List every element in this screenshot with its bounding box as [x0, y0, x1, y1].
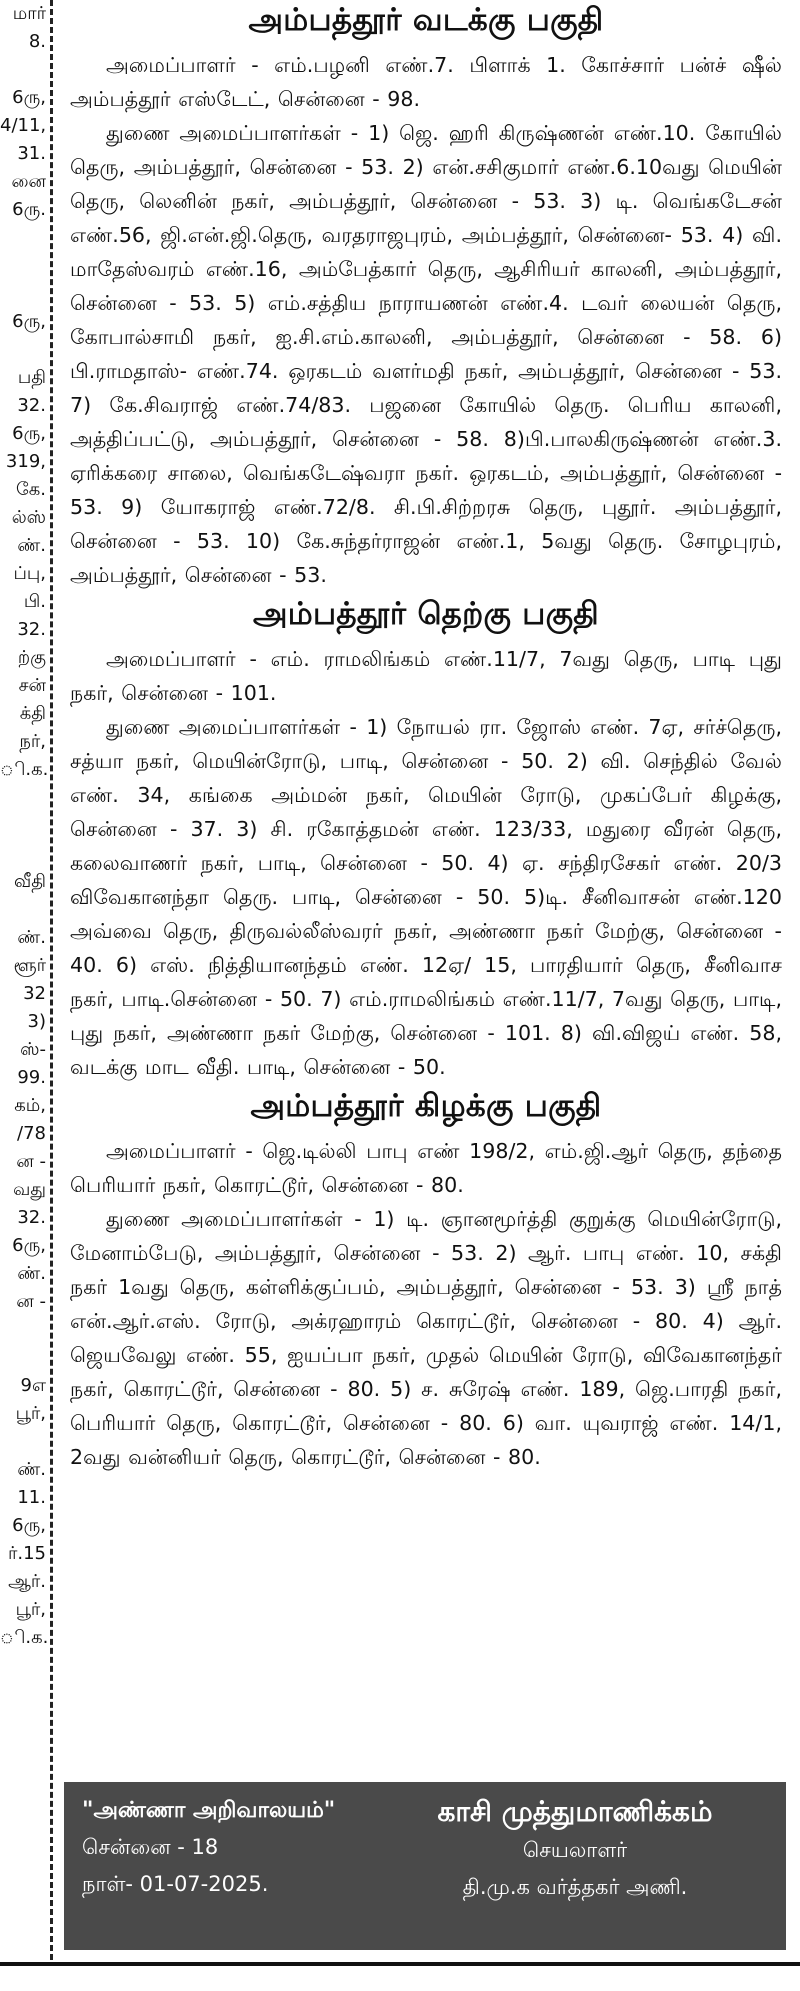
left-fragment: 6ரு,	[12, 311, 46, 332]
left-fragment: மார்	[12, 3, 46, 24]
left-fragment: 32.	[17, 395, 46, 416]
signature-footer	[64, 1782, 786, 1950]
left-fragment: ப்பு,	[13, 563, 46, 584]
left-fragment	[0, 336, 48, 364]
bottom-rule	[0, 1962, 800, 1966]
left-fragment	[0, 784, 48, 812]
left-fragment: பூர்,	[15, 1403, 46, 1424]
left-fragment: 319,	[5, 451, 46, 472]
left-fragment: 11.	[17, 1487, 46, 1508]
left-fragment	[0, 280, 48, 308]
left-fragment: /78	[17, 1123, 46, 1144]
section-east	[70, 1088, 782, 1474]
section-north	[70, 2, 782, 592]
left-fragment	[0, 1428, 48, 1456]
section-heading: அம்பத்தூர் கிழக்கு பகுதி	[250, 1088, 602, 1124]
left-fragment: ி.க.	[0, 1627, 48, 1648]
left-fragment: க்தி	[19, 703, 46, 724]
issue-date: நாள்- 01-07-2025.	[82, 1872, 269, 1896]
left-fragment: ண்.	[17, 1263, 46, 1284]
left-fragment: நர்,	[19, 731, 46, 752]
left-fragment: 6ரு.	[12, 199, 46, 220]
left-fragment: 6ரு,	[12, 87, 46, 108]
section-heading: அம்பத்தூர் தெற்கு பகுதி	[253, 596, 599, 632]
left-fragment	[0, 1316, 48, 1344]
deputy-conveners-paragraph: துணை அமைப்பாளர்கள் - 1) நோயல் ரா. ஜோஸ் எண். 7ஏ, சர்ச்தெரு, சத்யா நகர், மெயின்ரோடு, பாடி, சென்னை - 50. 2) வி. செந்தில் வேல் எண். 34, கங்கை அம்மன் நகர், மெயின் ரோடு, முகப்பேர் கிழக்கு, சென்னை - 37. 3) சி. ரகோத்தமன் எண். 123/33, மதுரை வீரன் தெரு, கலைவாணர் நகர், பாடி, சென்னை - 50. 4) ஏ. சந்திரசேகர் எண். 20/3 விவேகானந்தா தெரு. பாடி, சென்னை - 50. 5)டி. சீனிவாசன் எண்.120 அவ்வை தெரு, திருவல்லீஸ்வரர் நகர், அண்ணா நகர் மேற்கு, சென்னை - 40. 6) எஸ். நித்தியானந்தம் எண். 12ஏ/ 15, பாரதியார் தெரு, சீனிவாச நகர், பாடி.சென்னை - 50. 7) எம்.ராமலிங்கம் எண்.11/7, 7வது தெரு, பாடி, புது நகர், அண்ணா நகர் மேற்கு, சென்னை - 101. 8) வி.விஜய் எண். 58, வடக்கு மாட வீதி. பாடி, சென்னை - 50.	[70, 715, 782, 1079]
section-heading: அம்பத்தூர் வடக்கு பகுதி	[248, 2, 604, 38]
left-fragment: 8.	[28, 31, 46, 52]
left-fragment: 6ரு,	[12, 423, 46, 444]
left-fragment: ல்ஸ்	[11, 507, 46, 528]
left-fragment: கே.	[15, 479, 46, 500]
left-fragment	[0, 1344, 48, 1372]
signatory-name: காசி முத்துமாணிக்கம்	[437, 1795, 713, 1828]
left-fragment: வீதி	[14, 871, 46, 892]
left-fragment: 32.	[17, 1207, 46, 1228]
left-fragment	[0, 896, 48, 924]
left-fragment: பி.	[23, 591, 46, 612]
footer-office-block	[82, 1792, 382, 1940]
left-fragment: ற்கு	[17, 647, 46, 668]
left-fragment: ண்.	[17, 927, 46, 948]
left-fragment: ன -	[16, 1151, 46, 1172]
left-fragment: ஸ்-	[20, 1039, 46, 1060]
left-fragment: ண்.	[17, 535, 46, 556]
left-fragment: னை	[11, 171, 46, 192]
left-fragment	[0, 56, 48, 84]
convener-paragraph: அமைப்பாளர் - எம். ராமலிங்கம் எண்.11/7, 7வது தெரு, பாடி புது நகர், சென்னை - 101.	[70, 647, 782, 705]
main-column	[64, 0, 788, 1478]
left-column-fragments	[0, 0, 48, 1960]
left-fragment: 4/11,	[0, 115, 47, 136]
office-name: "அண்ணா அறிவாலயம்"	[82, 1798, 336, 1823]
left-fragment: ர்.15	[7, 1543, 46, 1564]
office-city: சென்னை - 18	[82, 1835, 219, 1859]
left-fragment: ண்.	[17, 1459, 46, 1480]
left-fragment: ளூர்	[13, 955, 46, 976]
section-south	[70, 596, 782, 1084]
deputy-conveners-paragraph: துணை அமைப்பாளர்கள் - 1) ஜெ. ஹரி கிருஷ்ணன் எண்.10. கோயில் தெரு, அம்பத்தூர், சென்னை - 53. 2) என்.சசிகுமார் எண்.6.10வது மெயின் தெரு, லெனின் நகர், அம்பத்தூர், சென்னை - 53. 3) டி. வெங்கடேசன் எண்.56, ஜி.என்.ஜி.தெரு, வரதராஜபுரம், அம்பத்தூர், சென்னை- 53. 4) வி. மாதேஸ்வரம் எண்.16, அம்பேத்கார் தெரு, ஆசிரியர் காலனி, அம்பத்தூர், சென்னை - 53. 5) எம்.சத்திய நாராயணன் எண்.4. டவர் லையன் தெரு, கோபால்சாமி நகர், ஐ.சி.எம்.காலனி, அம்பத்தூர், சென்னை - 58. 6) பி.ராமதாஸ்- எண்.74. ஒரகடம் வளர்மதி நகர், அம்பத்தூர், சென்னை - 53. 7) கே.சிவராஜ் எண்.74/83. பஜனை கோயில் தெரு. பெரிய காலனி, அத்திப்பட்டு, அம்பத்தூர், சென்னை - 58. 8)பி.பாலகிருஷ்ணன் எண்.3. ஏரிக்கரை சாலை, வெங்கடேஷ்வரா நகர். ஒரகடம், அம்பத்தூர், சென்னை - 53. 9) யோகராஜ் எண்.72/8. சி.பி.சிற்றரசு தெரு, புதூர். அம்பத்தூர், சென்னை - 53. 10) கே.சுந்தர்ராஜன் எண்.1, 5வது தெரு. சோழபுரம், அம்பத்தூர், சென்னை - 53.	[70, 121, 782, 587]
left-fragment: 31.	[17, 143, 46, 164]
left-fragment: 32	[23, 983, 46, 1004]
signatory-wing: தி.மு.க வர்த்தகர் அணி.	[462, 1875, 688, 1899]
left-fragment	[0, 224, 48, 252]
left-fragment: ஆர்.	[8, 1571, 46, 1592]
left-fragment: பதி	[17, 367, 46, 388]
convener-paragraph: அமைப்பாளர் - ஜெ.டில்லி பாபு எண் 198/2, எம்.ஜி.ஆர் தெரு, தந்தை பெரியார் நகர், கொரட்டூர், சென்னை - 80.	[70, 1139, 782, 1197]
left-fragment: 6ரு,	[12, 1515, 46, 1536]
signatory-role: செயலாளர்	[522, 1838, 628, 1862]
left-fragment: ன -	[16, 1291, 46, 1312]
left-fragment: 32.	[17, 619, 46, 640]
left-fragment	[0, 252, 48, 280]
footer-signatory-block	[382, 1792, 768, 1940]
left-fragment: 6ரு,	[12, 1235, 46, 1256]
left-fragment: பூர்,	[15, 1599, 46, 1620]
deputy-conveners-paragraph: துணை அமைப்பாளர்கள் - 1) டி. ஞானமூர்த்தி குறுக்கு மெயின்ரோடு, மேனாம்பேடு, அம்பத்தூர், சென்னை - 53. 2) ஆர். பாபு எண். 10, சக்தி நகர் 1வது தெரு, கள்ளிக்குப்பம், அம்பத்தூர், சென்னை - 53. 3) ஸ்ரீ நாத் என்.ஆர்.எஸ். ரோடு, அக்ரஹாரம் கொரட்டூர், சென்னை - 80. 4) ஆர். ஜெயவேலு எண். 55, ஐயப்பா நகர், முதல் மெயின் ரோடு, விவேகானந்தர் நகர், கொரட்டூர், சென்னை - 80. 5) ச. சுரேஷ் எண். 189, ஜெ.பாரதி நகர், பெரியார் தெரு, கொரட்டூர், சென்னை - 80. 6) வா. யுவராஜ் எண். 14/1, 2வது வன்னியர் தெரு, கொரட்டூர், சென்னை - 80.	[70, 1207, 782, 1469]
column-divider	[50, 0, 53, 1960]
convener-paragraph: அமைப்பாளர் - எம்.பழனி எண்.7. பிளாக் 1. கோச்சார் பன்ச் ஷீல் அம்பத்தூர் எஸ்டேட், சென்னை - 98.	[70, 53, 782, 111]
left-fragment	[0, 812, 48, 840]
left-fragment: 9எ	[20, 1375, 46, 1396]
left-fragment: 99.	[17, 1067, 46, 1088]
left-fragment: 3)	[27, 1011, 46, 1032]
left-fragment: கம்,	[14, 1095, 46, 1116]
left-fragment: ி.க.	[0, 759, 48, 780]
left-fragment	[0, 840, 48, 868]
left-fragment: வது	[13, 1179, 46, 1200]
left-fragment: சன்	[18, 675, 46, 696]
